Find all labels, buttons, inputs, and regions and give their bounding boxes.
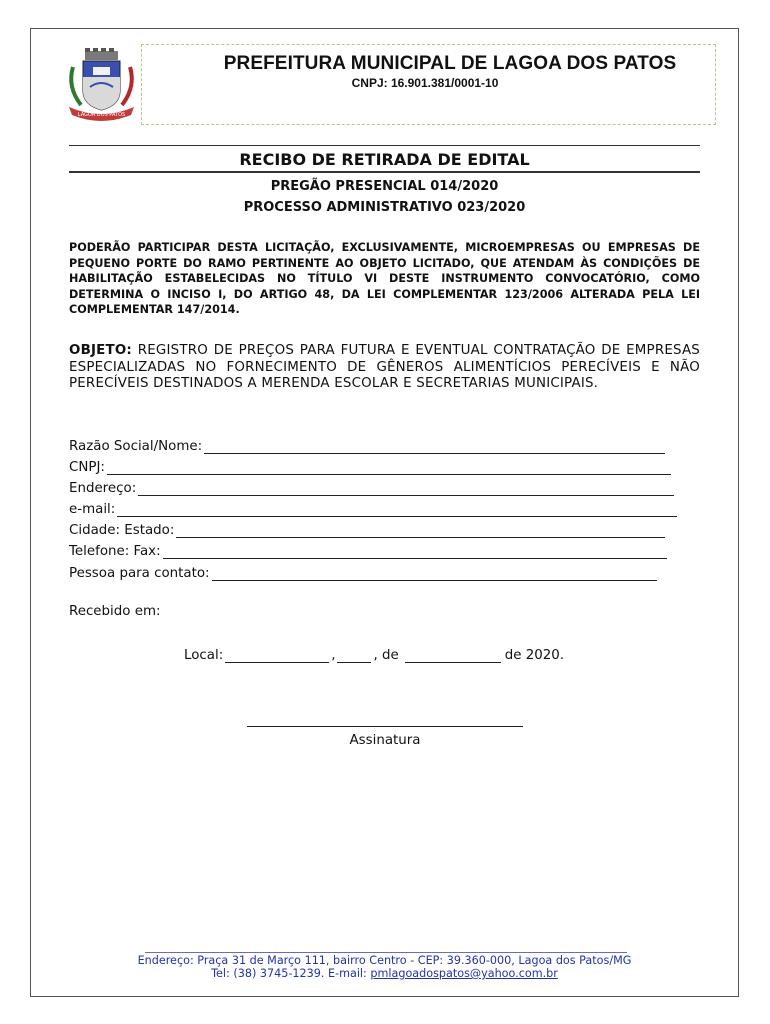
form-field-cnpj bbox=[69, 457, 671, 475]
document-title: RECIBO DE RETIRADA DE EDITAL bbox=[239, 150, 530, 169]
processo-number: PROCESSO ADMINISTRATIVO 023/2020 bbox=[243, 200, 526, 215]
fill-in-line[interactable] bbox=[204, 441, 665, 454]
field-label: Razão Social/Nome: bbox=[69, 439, 203, 454]
form-field-pessoa-contato bbox=[69, 563, 657, 581]
footer-address: Endereço: Praça 31 de Março 111, bairro Centro - CEP: 39.360-000, Lagoa dos Patos/MG bbox=[137, 954, 632, 967]
fill-in-line[interactable] bbox=[176, 525, 665, 538]
form-field-telefone-fax bbox=[69, 541, 667, 559]
fill-in-line[interactable] bbox=[212, 568, 657, 581]
field-label: Cidade: Estado: bbox=[69, 523, 175, 538]
field-label: Pessoa para contato: bbox=[69, 566, 210, 581]
footer-contact bbox=[69, 967, 700, 980]
footer-email-link[interactable]: pmlagoadospatos@yahoo.com.br bbox=[370, 967, 558, 980]
fill-in-line[interactable] bbox=[117, 504, 677, 517]
objeto-paragraph bbox=[69, 343, 700, 393]
form-field-cidade-estado bbox=[69, 520, 665, 538]
local-label: Local: bbox=[184, 648, 224, 663]
fill-in-line[interactable] bbox=[138, 483, 674, 496]
form-field-email bbox=[69, 499, 677, 517]
local-fill-line[interactable] bbox=[225, 650, 329, 663]
municipal-coat-of-arms-logo bbox=[63, 47, 140, 121]
signature-line[interactable] bbox=[247, 726, 523, 727]
fill-in-line[interactable] bbox=[163, 546, 667, 559]
de-label: , de bbox=[373, 648, 399, 663]
local-date-row bbox=[184, 648, 564, 663]
footer-telephone: Tel: (38) 3745-1239. E-mail: bbox=[211, 967, 371, 980]
signature-label: Assinatura bbox=[349, 733, 421, 748]
pregao-number: PREGÃO PRESENCIAL 014/2020 bbox=[270, 179, 499, 194]
logo-motto-text: LAGOA DOS PATOS bbox=[77, 112, 126, 118]
participation-notice: PODERÃO PARTICIPAR DESTA LICITAÇÃO, EXCLUSIVAMENTE, MICROEMPRESAS OU EMPRESAS DE PEQUENO PORTE DO RAMO PERTINENTE AO OBJETO LICITADO, QUE ATENDAM ÀS CONDIÇÕES DE HABILITAÇÃO ESTABELECIDAS NO TÍTULO VI DESTE INSTRUMENTO CONVOCATÓRIO, COMO DETERMINA O INCISO I, DO ARTIGO 48, DA LEI COMPLEMENTAR 123/2006 ALTERADA PELA LEI COMPLEMENTAR 147/2014. bbox=[69, 241, 700, 316]
field-label: Endereço: bbox=[69, 481, 137, 496]
day-fill-line[interactable] bbox=[337, 650, 371, 663]
title-rule-bottom bbox=[69, 171, 700, 173]
objeto-text: REGISTRO DE PREÇOS PARA FUTURA E EVENTUAL CONTRATAÇÃO DE EMPRESAS ESPECIALIZADAS NO FORNECIMENTO DE GÊNEROS ALIMENTÍCIOS PERECÍVEIS E NÃO PERECÍVEIS DESTINADOS A MERENDA ESCOLAR E SECRETARIAS MUNICIPAIS. bbox=[69, 343, 700, 391]
organization-cnpj: CNPJ: 16.901.381/0001-10 bbox=[351, 76, 499, 90]
received-label: Recebido em: bbox=[69, 604, 161, 619]
field-label: Telefone: Fax: bbox=[69, 544, 161, 559]
form-field-endereco bbox=[69, 478, 674, 496]
month-fill-line[interactable] bbox=[405, 650, 501, 663]
field-label: e-mail: bbox=[69, 502, 116, 517]
fill-in-line[interactable] bbox=[107, 462, 671, 475]
objeto-label: OBJETO: bbox=[69, 343, 132, 358]
field-label: CNPJ: bbox=[69, 460, 105, 475]
year-label: de 2020. bbox=[504, 648, 565, 663]
title-rule-top bbox=[69, 145, 700, 146]
comma: , bbox=[331, 648, 336, 663]
footer-rule bbox=[145, 952, 627, 953]
form-field-razao-social bbox=[69, 436, 665, 454]
organization-name: PREFEITURA MUNICIPAL DE LAGOA DOS PATOS bbox=[223, 53, 677, 74]
